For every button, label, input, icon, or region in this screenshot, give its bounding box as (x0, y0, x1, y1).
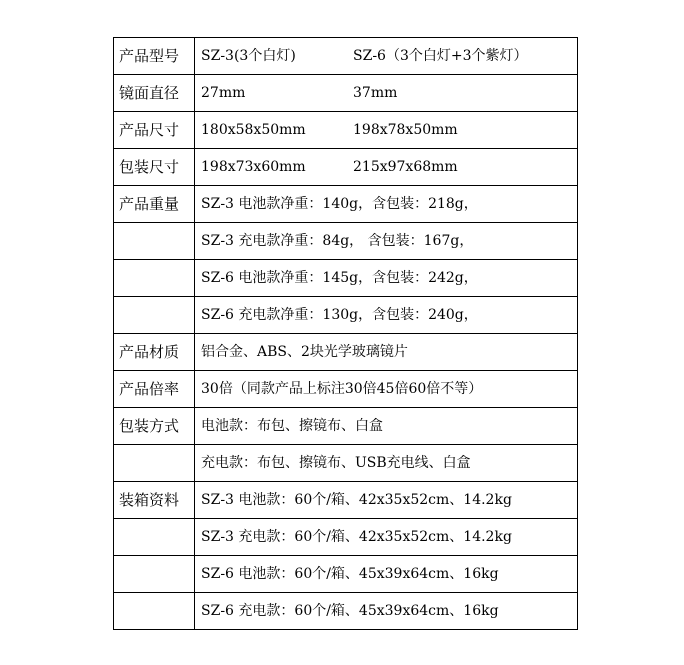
row-label-model: 产品型号 (114, 38, 195, 75)
row-value: SZ-3 电池款净重：140g，含包装：218g， (195, 186, 578, 223)
row-value-product-size (195, 112, 578, 149)
row-value-model (195, 38, 578, 75)
row-label-package-size: 包装尺寸 (114, 149, 195, 186)
row-label-empty (114, 519, 195, 556)
table-row (114, 408, 578, 445)
table-row (114, 593, 578, 630)
value-sz6: 37mm (353, 85, 398, 101)
row-label-empty (114, 260, 195, 297)
row-label-empty (114, 593, 195, 630)
row-value: SZ-6 充电款净重：130g，含包装：240g， (195, 297, 578, 334)
table-row (114, 186, 578, 223)
value-sz3: 27mm (201, 85, 246, 101)
row-label-diameter: 镜面直径 (114, 75, 195, 112)
spec-table (113, 37, 578, 630)
row-value: SZ-6 充电款：60个/箱、45x39x64cm、16kg (195, 593, 578, 630)
table-row (114, 556, 578, 593)
row-value: 电池款：布包、擦镜布、白盒 (195, 408, 578, 445)
value-sz3: 198x73x60mm (201, 159, 306, 175)
table-row (114, 223, 578, 260)
table-row (114, 482, 578, 519)
row-value-package-size (195, 149, 578, 186)
value-sz6: 198x78x50mm (353, 122, 458, 138)
row-value-diameter (195, 75, 578, 112)
table-row (114, 334, 578, 371)
row-value: SZ-3 充电款净重：84g， 含包装：167g， (195, 223, 578, 260)
row-label-empty (114, 556, 195, 593)
value-sz3: 180x58x50mm (201, 122, 306, 138)
row-value: 30倍（同款产品上标注30倍45倍60倍不等） (195, 371, 578, 408)
row-value: SZ-3 电池款：60个/箱、42x35x52cm、14.2kg (195, 482, 578, 519)
row-label-magnification: 产品倍率 (114, 371, 195, 408)
table-row (114, 38, 578, 75)
row-label-empty (114, 223, 195, 260)
value-sz3: SZ-3(3个白灯) (201, 48, 296, 64)
row-label-weight: 产品重量 (114, 186, 195, 223)
table-row (114, 519, 578, 556)
value-sz6: SZ-6（3个白灯+3个紫灯） (353, 48, 528, 64)
table-row (114, 149, 578, 186)
row-label-material: 产品材质 (114, 334, 195, 371)
table-row (114, 112, 578, 149)
row-label-packaging: 包装方式 (114, 408, 195, 445)
row-value: SZ-6 电池款：60个/箱、45x39x64cm、16kg (195, 556, 578, 593)
row-label-product-size: 产品尺寸 (114, 112, 195, 149)
table-row (114, 260, 578, 297)
table-row (114, 75, 578, 112)
row-label-carton: 装箱资料 (114, 482, 195, 519)
row-value: SZ-6 电池款净重：145g，含包装：242g， (195, 260, 578, 297)
table-row (114, 297, 578, 334)
value-sz6: 215x97x68mm (353, 159, 458, 175)
table-row (114, 445, 578, 482)
row-value: 铝合金、ABS、2块光学玻璃镜片 (195, 334, 578, 371)
row-value: SZ-3 充电款：60个/箱、42x35x52cm、14.2kg (195, 519, 578, 556)
row-label-empty (114, 445, 195, 482)
row-value: 充电款：布包、擦镜布、USB充电线、白盒 (195, 445, 578, 482)
table-row (114, 371, 578, 408)
row-label-empty (114, 297, 195, 334)
